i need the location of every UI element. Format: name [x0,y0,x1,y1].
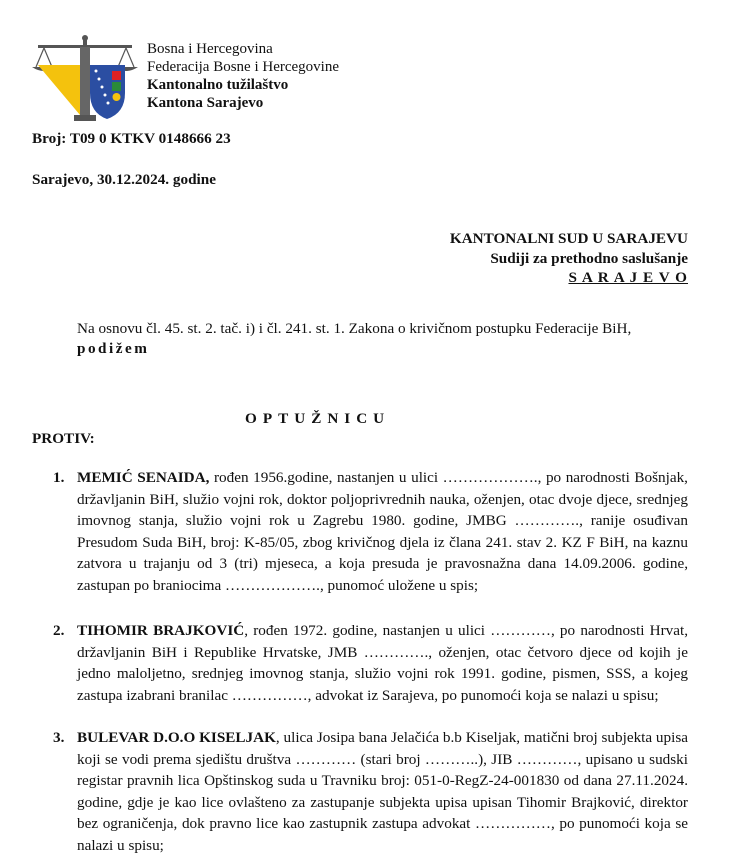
header-country: Bosna i Hercegovina [147,41,273,57]
intro-text: Na osnovu čl. 45. st. 2. tač. i) i čl. 241. st. 1. Zakona o krivičnom postupku Federacije BiH, [77,320,632,337]
defendant-details: , rođen 1972. godine, nastanjen u ulici …………, po narodnosti Hrvat, državljanin BiH i Republike Hrvatske, JMB …………., oženjen, otac četvoro djece od kojih je jedno maloljetno, srednjeg imovnog stanja, služio vojni rok 1991. godine, pismen, SSS, a kojeg zastupa izabrani branilac ……………, advokat iz Sarajeva, po punomoći koja se nalazi u spisu; [77,622,688,704]
defendant-item [53,620,688,706]
defendant-number: 3. [53,729,65,746]
defendant-item [53,727,688,857]
defendant-details: , ulica Josipa bana Jelačića b.b Kiseljak, matični broj subjekta upisa koji se vodi prema sjedištu društva ………… (stari broj ………..), JIB …………, upisano u sudski registar pravnih lica Opštinskog suda u Travniku broj: 051-0-RegZ-24-001830 od dana 27.11.2024. godine, gdje je kao lice ovlašteno za zastupanje subjekta upisa upisan Tihomir Brajković, direktor bez ograničenja, dok pravno lice kao zastupnik zastupa advokat ……………, po punomoći koja se nalazi u spisu; [77,729,688,854]
case-number: Broj: T09 0 KTKV 0148666 23 [32,130,231,147]
defendant-name: MEMIĆ SENAIDA, [77,469,210,486]
header-canton: Kantona Sarajevo [147,95,264,111]
defendant-number: 1. [53,469,65,486]
defendant-number: 2. [53,622,65,639]
defendant-item [53,467,688,597]
recipient-court: KANTONALNI SUD U SARAJEVU [449,230,688,247]
defendant-name: BULEVAR D.O.O KISELJAK [77,729,276,746]
defendant-details: rođen 1956.godine, nastanjen u ulici ………………., po narodnosti Bošnjak, državljanin BiH, služio vojni rok, doktor poljoprivrednih nauka, oženjen, otac dvoje djece, srednjeg imovnog stanja, služio vojni rok u Zagrebu 1980. godine, JMBG …………., ranije osuđivan Presudom Suda BiH, broj: K-85/05, zbog krivičnog djela iz člana 241. stav 2. KZ F BiH, na kaznu zatvora u trajanju od 3 (tri) mjeseca, a koja presuda je pravosnažna dana 14.09.2006. godine, zastupan po braniocima ………………., punomoć uložene u spis; [77,469,688,594]
tuzilastvo-logo [30,35,140,125]
recipient-judge: Sudiji za prethodno saslušanje [490,250,688,267]
intro-verb: podižem [77,340,150,357]
document-title: OPTUŽNICU [245,410,391,427]
header-office: Kantonalno tužilaštvo [147,77,289,93]
defendant-name: TIHOMIR BRAJKOVIĆ [77,622,245,639]
place-date: Sarajevo, 30.12.2024. godine [32,171,216,188]
recipient-city: S A R A J E V O [568,269,688,286]
protiv-label: PROTIV: [32,430,95,447]
header-federation: Federacija Bosne i Hercegovine [147,59,340,75]
